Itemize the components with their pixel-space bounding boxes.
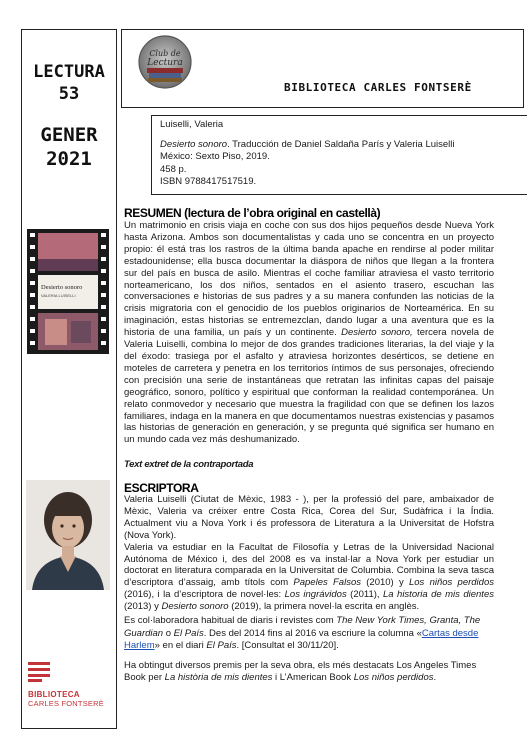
resumen-text-2: tercera novela de Valeria Luiselli, combina lo mejor de dos grandes tradiciones literarias, la del viaje y la del éxodo: trasiega por el asfalto y atraviesa horizontes desérticos, se detiene en moteles de carretera y penetra en los territorios íntimos de sus personajes, ofreciendo con precisión una serie de instantáneas que retratan las infinitas capas del paisaje geográfico, sonoro, político y espiritual que conforman la realidad contemporánea. Un relato conmovedor y necesario que muestra la fragilidad con que se definen los lazos familiares, indaga en la manera en que documentamos nuestras existencias y pasamos las historias de generación en generación, y se pregunta qué significa ser humano en un mundo cada vez más deshumanizado. bbox=[124, 327, 495, 446]
escriptora-heading: ESCRIPTORA bbox=[124, 481, 199, 495]
bio-text: Es col·laboradora habitual de diaris i revistes com bbox=[124, 615, 337, 627]
ref-book-title: Desierto sonoro bbox=[160, 138, 228, 150]
bio-text: (2013) y bbox=[124, 601, 162, 613]
resumen-heading: RESUMEN (lectura de l’obra original en castellà) bbox=[124, 206, 381, 220]
header-box bbox=[121, 29, 524, 108]
bio-text: (2011), bbox=[346, 589, 384, 601]
club-lectura-logo bbox=[137, 34, 193, 90]
reading-label: LECTURA bbox=[33, 62, 105, 82]
bio-paragraph-2 bbox=[124, 542, 494, 613]
bio-text: i L’American Book bbox=[272, 672, 354, 684]
work-title: Desierto sonoro bbox=[161, 601, 229, 613]
work-title: Los ingrávidos bbox=[284, 589, 347, 601]
work-title: La historia de mis dientes bbox=[383, 589, 494, 601]
work-title: Los niños perdidos bbox=[353, 672, 434, 684]
publication-title: The New York Times, Granta, The Guardian bbox=[124, 615, 481, 639]
cartas-desde-harlem-link[interactable]: Cartas desde Harlem bbox=[124, 627, 479, 652]
bibliographic-reference bbox=[151, 115, 527, 195]
bio-text: » en el diari bbox=[154, 640, 207, 652]
bio-paragraph-3 bbox=[124, 615, 494, 653]
publication-title: El País bbox=[173, 627, 204, 639]
reading-number: 53 bbox=[58, 84, 80, 104]
work-title: Los niños perdidos bbox=[408, 577, 494, 589]
svg-text:Lectura: Lectura bbox=[147, 58, 183, 68]
ref-pages: 458 p. bbox=[160, 163, 187, 175]
bio-text: . [Consultat el 30/11/20]. bbox=[236, 640, 339, 652]
bio-text: Valeria va estudiar en la Facultat de Filosofía y Letras de la Universidad Nacional Autónoma de México i, des del 2008 es va instal·lar a Nova York per estudiar un doctorat en literatura comparada en la Universitat de Columbia. Combina la seva tasca d’escriptora d’assaig, amb títols com bbox=[124, 541, 494, 589]
cover-author: VALERIA LUISELLI bbox=[41, 293, 76, 298]
bio-paragraph-1: Valeria Luiselli (Ciutat de Mèxic, 1983 - ), per la professió del pare, ambaixador de Mèxic, Valeria va créixer entre Costa Rica, Corea del Sur, Sudàfrica i la Índia. Actualment viu a Nova York i és professora de Literatura a la Universitat de Hofstra (Nova York). bbox=[124, 494, 494, 541]
year-label: 2021 bbox=[46, 148, 92, 170]
biblioteca-logo-name: BIBLIOTECA bbox=[28, 690, 80, 699]
biblioteca-logo-icon bbox=[28, 660, 50, 682]
bio-text: (2010) y bbox=[360, 577, 409, 589]
bio-paragraph-4 bbox=[124, 660, 494, 685]
bio-text: Ha obtingut diversos premis per la seva obra, els més destacats Los Angeles Times Book per bbox=[124, 659, 477, 684]
bio-text: . bbox=[433, 672, 437, 684]
svg-text:Club de: Club de bbox=[149, 49, 181, 58]
resumen-book-title: Desierto sonoro, bbox=[341, 327, 413, 339]
ref-isbn: ISBN 9788417517519. bbox=[160, 176, 257, 187]
ref-translation: . Traducción de Daniel Saldaña París y Valeria Luiselli bbox=[227, 138, 455, 150]
ref-author: Luiselli, Valeria bbox=[160, 119, 224, 130]
resumen-credit: Text extret de la contraportada bbox=[124, 459, 254, 470]
resumen-body bbox=[124, 220, 494, 446]
ref-title-line bbox=[160, 139, 527, 152]
month-label: GENER bbox=[40, 124, 98, 146]
work-title: La història de mis dientes bbox=[164, 672, 273, 684]
author-photo bbox=[26, 480, 110, 590]
bio-text: o bbox=[163, 627, 174, 639]
cover-title: Desierto sonoro bbox=[41, 284, 83, 291]
sidebar-panel bbox=[21, 29, 117, 729]
resumen-text-1: Un matrimonio en crisis viaja en coche con sus dos hijos pequeños desde Nueva York hasta Arizona. Ambos son documentalistas y cada uno se concentra en un proyecto propio: él está tras los rastros de la última banda apache en rendirse al poder militar estadounidense; ella busca documentar la diáspora de niños que llegan a la frontera sur del país en busca de asilo. Mientras el coche familiar atraviesa el vasto territorio norteamericano, los dos niños, sentados en el asiento trasero, escuchan las conversaciones e historias de sus padres y a su manera confunden las noticias de la crisis migratoria con el genocidio de los pueblos originarios de Norteamérica. En su imaginación, estas historias se entremezclan, dando lugar a una aventura que es la historia de una familia, un país y un continente. bbox=[124, 220, 494, 339]
ref-publisher: México: Sexto Piso, 2019. bbox=[160, 151, 270, 162]
biblioteca-logo-sub: CARLES FONTSERÈ bbox=[28, 699, 104, 708]
library-name: BIBLIOTECA CARLES FONTSERÈ bbox=[284, 81, 472, 94]
publication-title: El País bbox=[206, 640, 237, 652]
bio-text: (2016), i la d’escriptora de novel·les: bbox=[124, 589, 285, 601]
work-title: Papeles Falsos bbox=[293, 577, 361, 589]
bio-text: . Des del 2014 fins al 2016 va escriure la columna « bbox=[203, 627, 422, 639]
bio-text: (2019), la primera novel·la escrita en anglès. bbox=[228, 601, 420, 613]
escriptora-body bbox=[124, 494, 494, 685]
book-cover-image bbox=[27, 229, 109, 354]
